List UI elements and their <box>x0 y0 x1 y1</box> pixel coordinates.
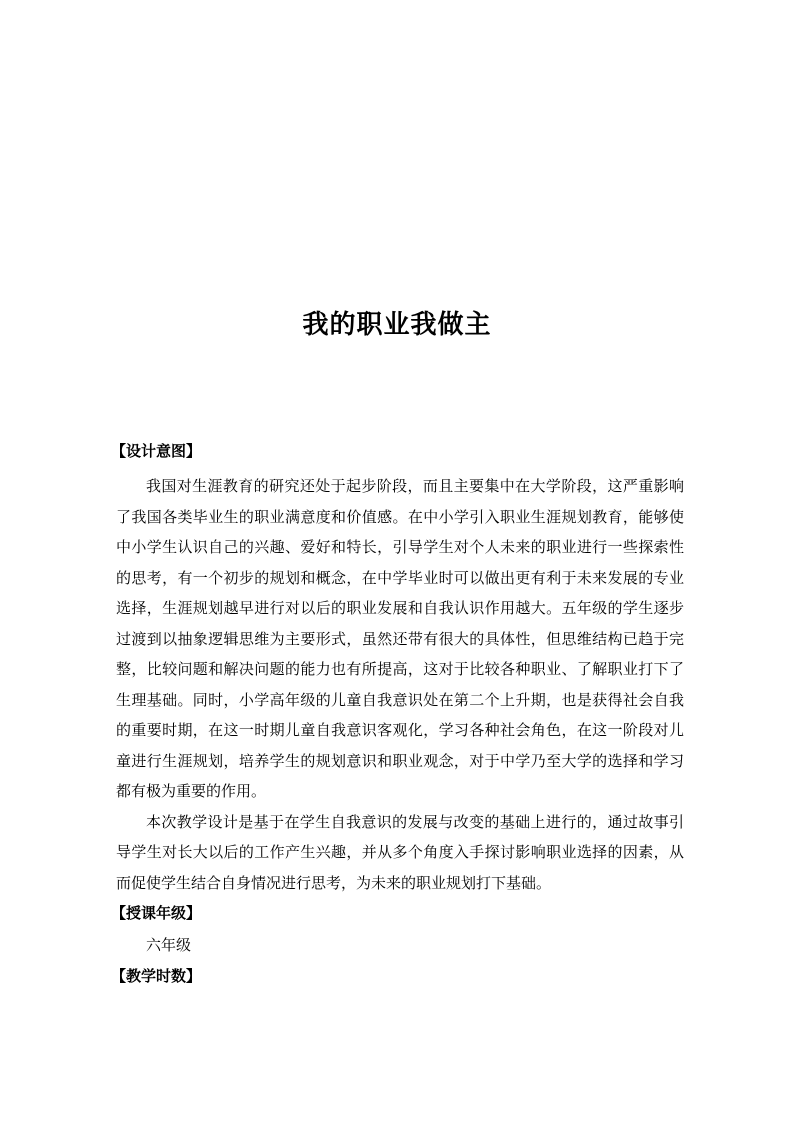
design-intent-paragraph: 本次教学设计是基于在学生自我意识的发展与改变的基础上进行的，通过故事引导学生对长大以后的工作产生兴趣，并从多个角度入手探讨影响职业选择的因素，从而促使学生结合自身情况进行思考，为未来的职业规划打下基础。 <box>116 812 684 892</box>
document-title: 我的职业我做主 <box>302 310 492 340</box>
grade-value: 六年级 <box>146 936 192 954</box>
section-heading-grade: 【授课年级】 <box>111 904 202 922</box>
section-heading-design-intent: 【设计意图】 <box>111 442 202 460</box>
design-intent-paragraph: 我国对生涯教育的研究还处于起步阶段，而且主要集中在大学阶段，这严重影响了我国各类毕业生的职业满意度和价值感。在中小学引入职业生涯规划教育，能够使中小学生认识自己的兴趣、爱好和特长，引导学生对个人未来的职业进行一些探索性的思考，有一个初步的规划和概念，在中学毕业时可以做出更有利于未来发展的专业选择，生涯规划越早进行对以后的职业发展和自我认识作用越大。五年级的学生逐步过渡到以抽象逻辑思维为主要形式，虽然还带有很大的具体性，但思维结构已趋于完整，比较问题和解决问题的能力也有所提高，这对于比较各种职业、了解职业打下了生理基础。同时，小学高年级的儿童自我意识处在第二个上升期，也是获得社会自我的重要时期，在这一时期儿童自我意识客观化，学习各种社会角色，在这一阶段对儿童进行生涯规划，培养学生的规划意识和职业观念，对于中学乃至大学的选择和学习都有极为重要的作用。 <box>116 477 684 800</box>
document-body <box>111 436 684 991</box>
section-heading-teaching-hours: 【教学时数】 <box>111 967 202 985</box>
